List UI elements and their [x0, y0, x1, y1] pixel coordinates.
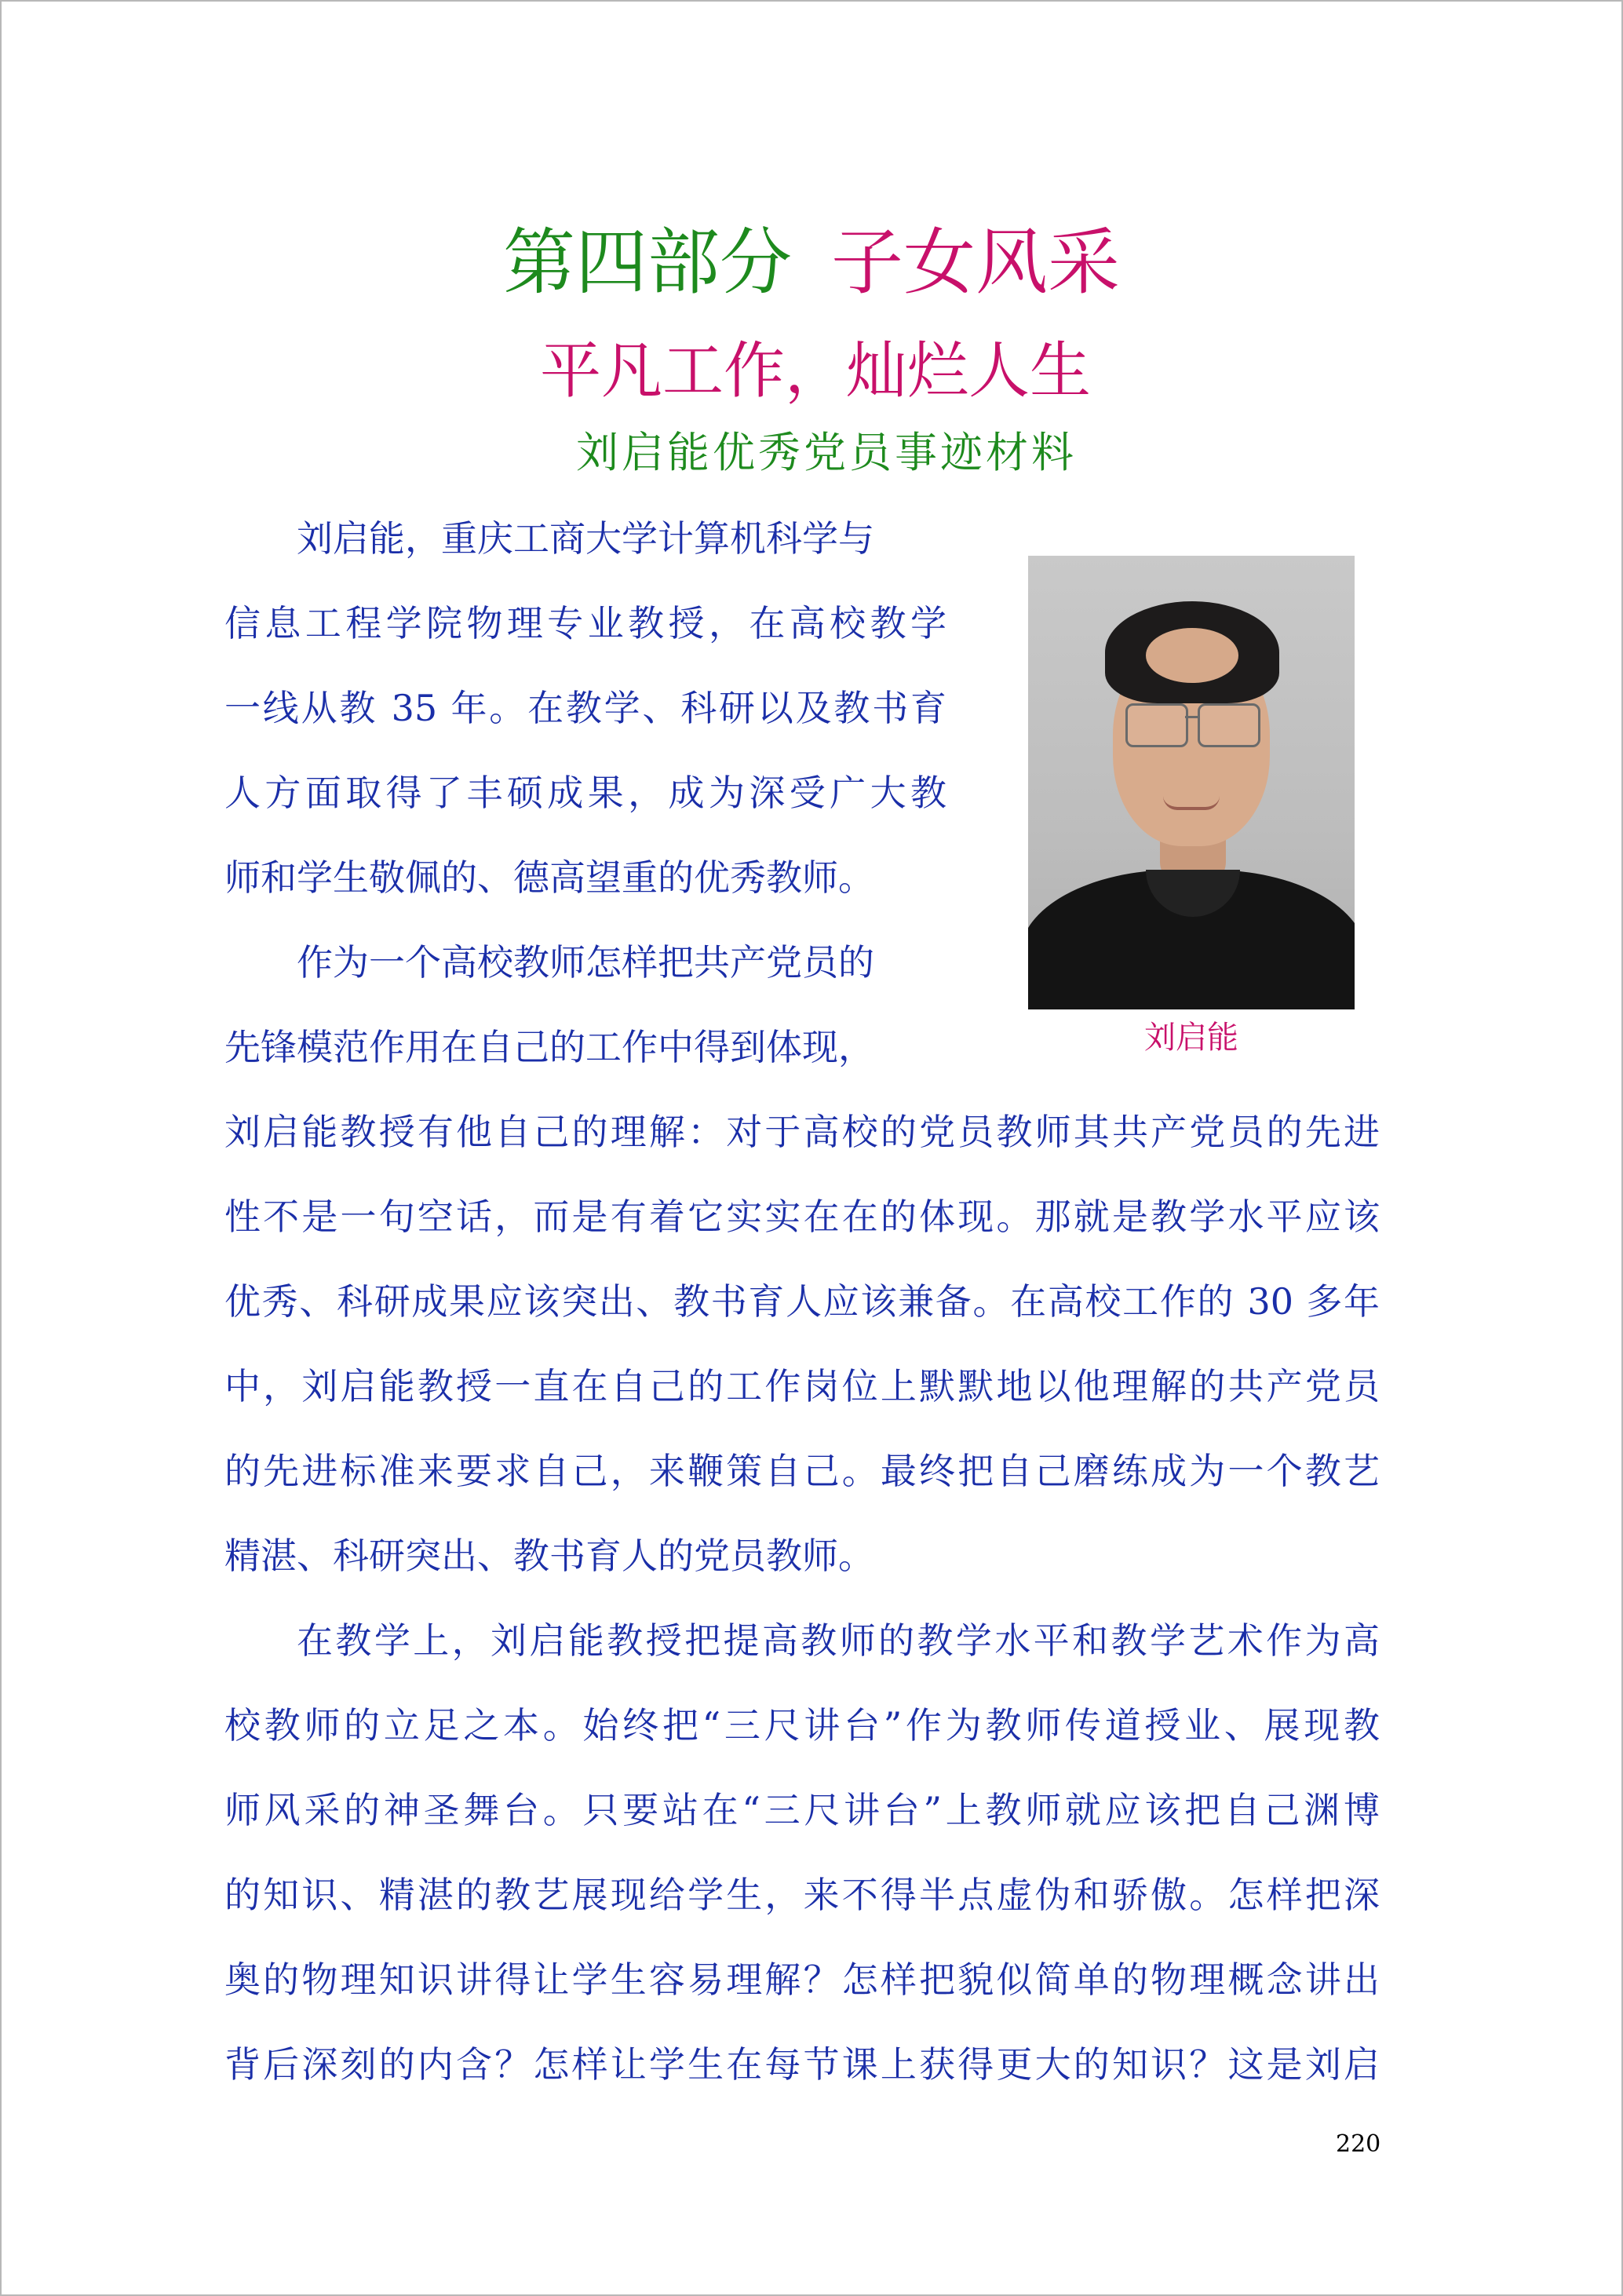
text-line: 优秀、科研成果应该突出、教书育人应该兼备。在高校工作的 30 多年 [224, 1280, 1380, 1323]
text-line: 先锋模范作用在自己的工作中得到体现， [224, 1026, 874, 1068]
photo-caption: 刘启能 [1144, 1020, 1238, 1056]
text-line: 一线从教 35 年。在教学、科研以及教书育 [224, 687, 946, 729]
text-line: 信息工程学院物理专业教授，在高校教学 [224, 602, 946, 644]
glasses-left-lens [1125, 703, 1188, 747]
glasses-right-lens [1198, 703, 1260, 747]
text-line: 刘启能教授有他自己的理解：对于高校的党员教师其共产党员的先进 [224, 1111, 1380, 1153]
text-line: 刘启能，重庆工商大学计算机科学与 [297, 517, 874, 560]
text-line: 精湛、科研突出、教书育人的党员教师。 [224, 1535, 874, 1577]
text-line: 校教师的立足之本。始终把“三尺讲台”作为教师传道授业、展现教 [224, 1704, 1380, 1747]
body-text-block [224, 1598, 1380, 2107]
text-line: 师风采的神圣舞台。只要站在“三尺讲台”上教师就应该把自己渊博 [224, 1789, 1380, 1831]
text-line: 的知识、精湛的教艺展现给学生，来不得半点虚伪和骄傲。怎样把深 [224, 1874, 1380, 1916]
article-title: 刘启能优秀党员事迹材料 [576, 428, 1077, 477]
portrait-photo [1028, 556, 1355, 1009]
text-line: 中，刘启能教授一直在自己的工作岗位上默默地以他理解的共产党员 [224, 1365, 1380, 1407]
text-line: 的先进标准来要求自己，来鞭策自己。最终把自己磨练成为一个教艺 [224, 1450, 1380, 1492]
photo-forehead [1146, 628, 1238, 683]
article-subtitle: 平凡工作，灿烂人生 [539, 336, 1091, 407]
text-line: 在教学上，刘启能教授把提高教师的教学水平和教学艺术作为高 [297, 1619, 1380, 1662]
section-theme-label: 子女风采 [831, 221, 1121, 305]
text-line: 师和学生敬佩的、德高望重的优秀教师。 [224, 856, 874, 899]
intro-text-block [224, 496, 946, 1090]
section-part-label: 第四部分 [502, 221, 792, 305]
body-text-block [224, 1090, 1380, 1598]
text-line: 人方面取得了丰硕成果，成为深受广大教 [224, 772, 946, 814]
page-number: 220 [1336, 2130, 1381, 2158]
text-line: 奥的物理知识讲得让学生容易理解？怎样把貌似简单的物理概念讲出 [224, 1958, 1380, 2001]
photo-mouth [1163, 796, 1220, 810]
text-line: 背后深刻的内含？怎样让学生在每节课上获得更大的知识？这是刘启 [224, 2043, 1380, 2086]
section-heading [2, 212, 1621, 314]
text-line: 性不是一句空话，而是有着它实实在在的体现。那就是教学水平应该 [224, 1195, 1380, 1238]
text-line: 作为一个高校教师怎样把共产党员的 [297, 941, 874, 984]
